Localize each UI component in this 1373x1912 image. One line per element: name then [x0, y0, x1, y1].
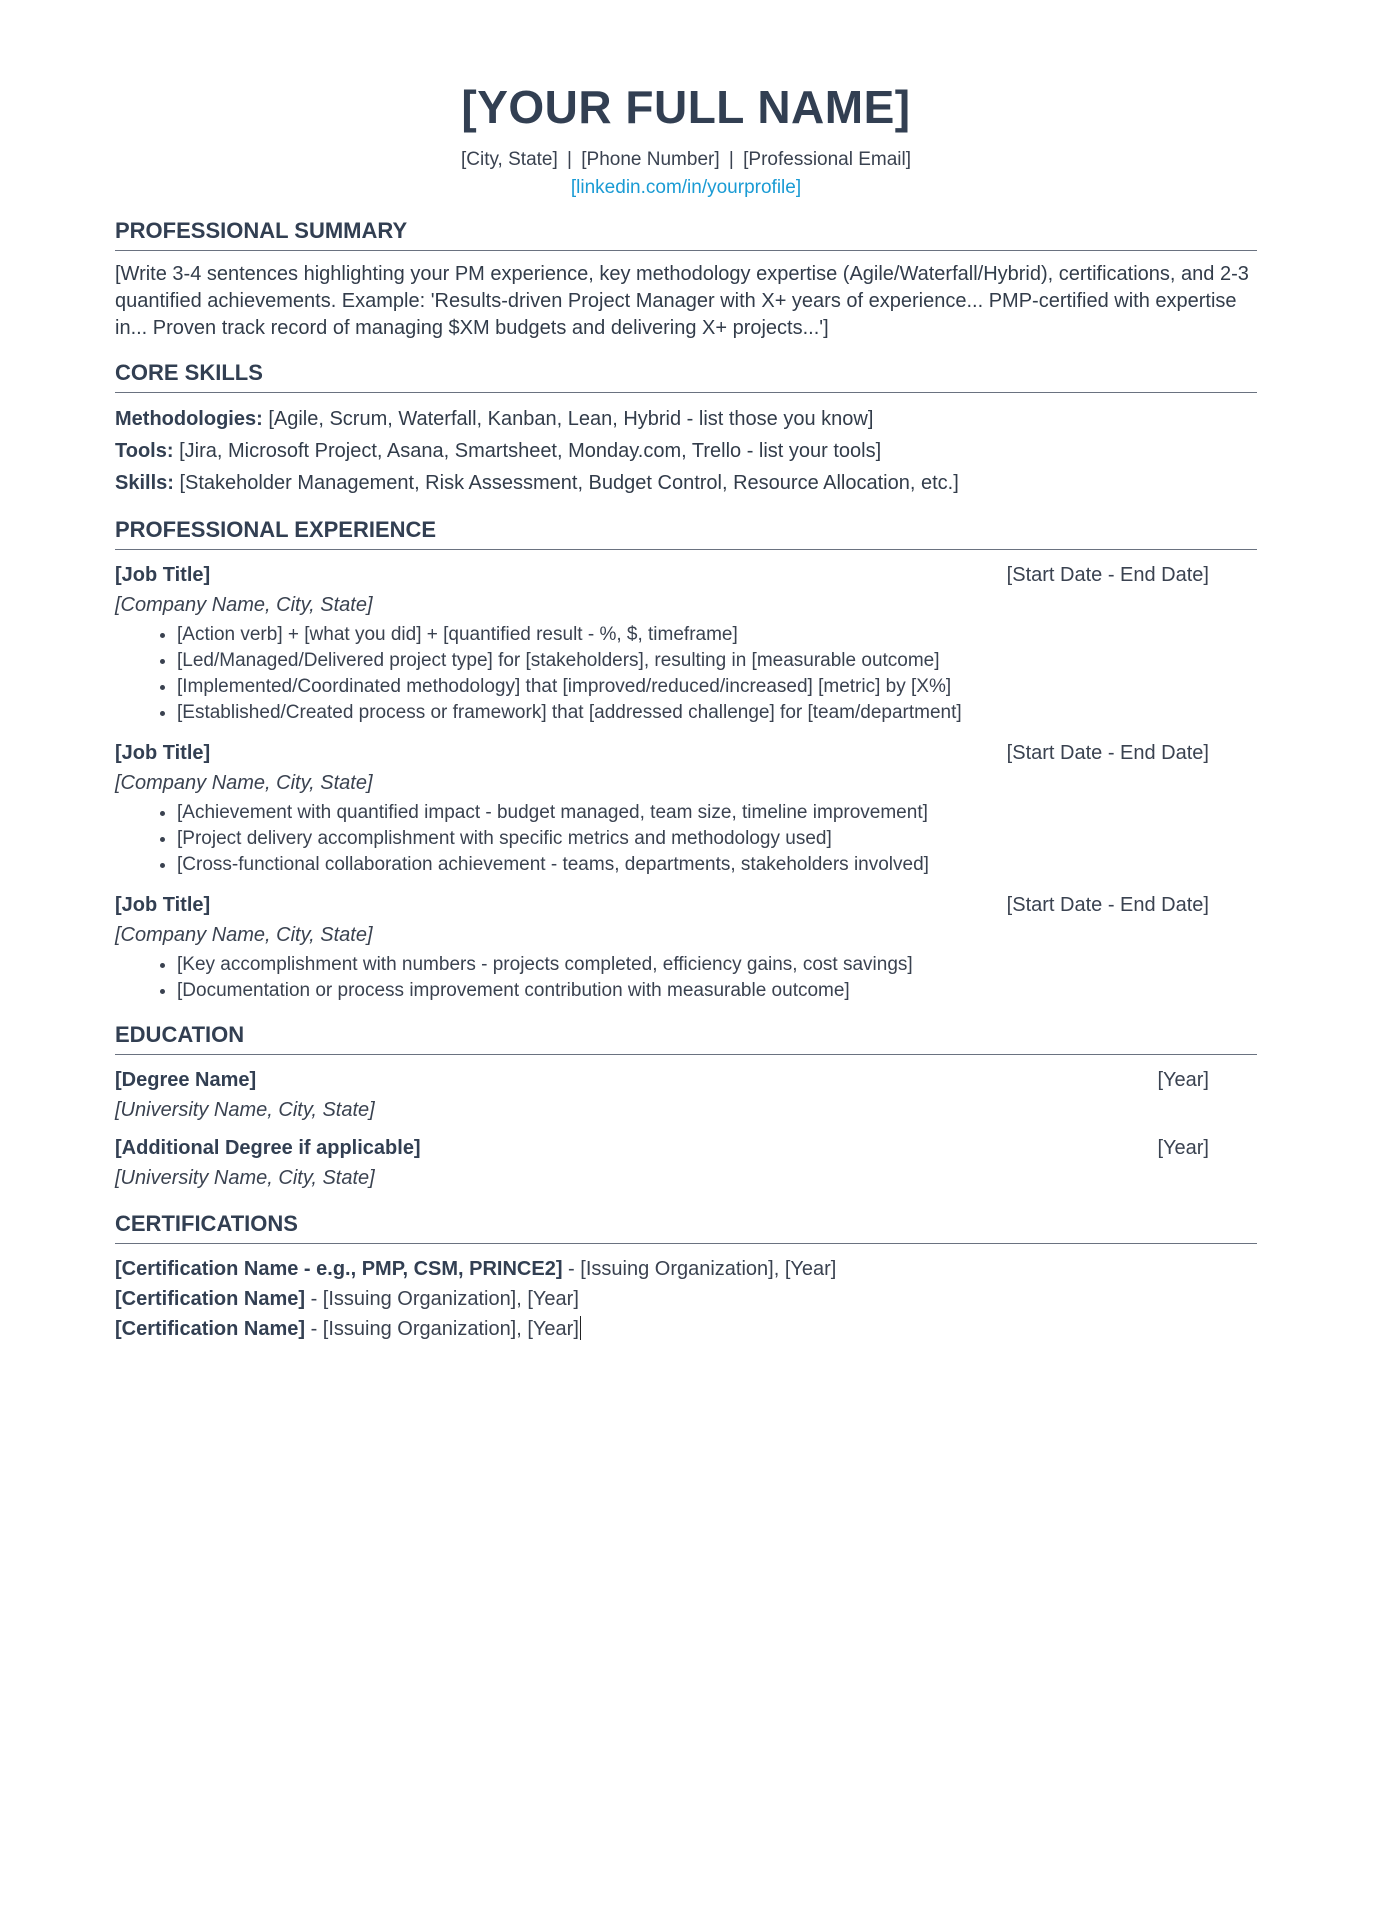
job-bullet[interactable]: • [Key accomplishment with numbers - projects completed, efficiency gains, cost savings] [177, 952, 1257, 978]
skill-label: Tools: [115, 440, 174, 462]
job-bullet[interactable]: • [Achievement with quantified impact - budget managed, team size, timeline improvement] [177, 800, 1257, 826]
degree-year[interactable]: [Year] [1157, 1137, 1209, 1159]
certifications-heading[interactable]: CERTIFICATIONS [115, 1209, 1257, 1244]
job-bullets [115, 622, 1257, 726]
text-cursor [580, 1316, 582, 1340]
full-name[interactable]: [YOUR FULL NAME] [461, 81, 911, 133]
separator: | [728, 149, 734, 170]
email-address[interactable]: [Professional Email] [743, 149, 912, 170]
resume-body[interactable] [115, 78, 1257, 1344]
skill-value: [Jira, Microsoft Project, Asana, Smartsheet, Monday.com, Trello - list your tools] [173, 440, 882, 462]
job-bullets [115, 800, 1257, 878]
job-entry [115, 738, 1257, 878]
job-bullet[interactable]: • [Cross-functional collaboration achievement - teams, departments, stakeholders involved] [177, 852, 1257, 878]
job-title[interactable]: [Job Title] [115, 894, 211, 916]
certification-item[interactable] [115, 1254, 1257, 1284]
certification-name: [Certification Name] [115, 1318, 306, 1340]
education-heading[interactable]: EDUCATION [115, 1020, 1257, 1055]
certification-item[interactable] [115, 1314, 1257, 1344]
certification-name: [Certification Name] [115, 1288, 306, 1310]
city-state[interactable]: [City, State] [460, 149, 558, 170]
contact-line[interactable] [115, 146, 1257, 174]
certification-detail: - [Issuing Organization], [Year] [305, 1288, 579, 1310]
job-entry [115, 560, 1257, 726]
summary-heading[interactable]: PROFESSIONAL SUMMARY [115, 216, 1257, 251]
skills-heading[interactable]: CORE SKILLS [115, 358, 1257, 393]
linkedin-link[interactable]: [linkedin.com/in/yourprofile] [570, 177, 802, 198]
job-title[interactable]: [Job Title] [115, 742, 211, 764]
certification-item[interactable] [115, 1284, 1257, 1314]
university-name[interactable]: [University Name, City, State] [115, 1167, 375, 1189]
skill-value: [Stakeholder Management, Risk Assessment, Budget Control, Resource Allocation, etc.] [173, 472, 959, 494]
job-dates[interactable]: [Start Date - End Date] [1006, 894, 1209, 916]
company-name[interactable]: [Company Name, City, State] [115, 924, 373, 946]
job-bullet[interactable]: • [Action verb] + [what you did] + [quantified result - %, $, timeframe] [177, 622, 1257, 648]
job-title[interactable]: [Job Title] [115, 564, 211, 586]
skill-value: [Agile, Scrum, Waterfall, Kanban, Lean, Hybrid - list those you know] [262, 408, 874, 430]
phone-number[interactable]: [Phone Number] [581, 149, 720, 170]
job-bullet[interactable]: • [Project delivery accomplishment with specific metrics and methodology used] [177, 826, 1257, 852]
separator: | [567, 149, 572, 170]
certification-detail: - [Issuing Organization], [Year] [562, 1258, 837, 1280]
skill-tools[interactable] [115, 435, 1257, 467]
company-name[interactable]: [Company Name, City, State] [115, 772, 373, 794]
job-bullet[interactable]: • [Led/Managed/Delivered project type] for [stakeholders], resulting in [measurable outcome] [177, 648, 1257, 674]
education-entry [115, 1065, 1257, 1125]
education-entry [115, 1133, 1257, 1193]
degree-year[interactable]: [Year] [1157, 1069, 1209, 1091]
job-dates[interactable]: [Start Date - End Date] [1006, 742, 1209, 764]
degree-name[interactable]: [Degree Name] [115, 1069, 257, 1091]
job-bullet[interactable]: • [Documentation or process improvement contribution with measurable outcome] [177, 978, 1257, 1004]
university-name[interactable]: [University Name, City, State] [115, 1099, 375, 1121]
skill-methodologies[interactable] [115, 403, 1257, 435]
skills-list [115, 403, 1257, 499]
degree-name[interactable]: [Additional Degree if applicable] [115, 1137, 421, 1159]
summary-text[interactable]: [Write 3-4 sentences highlighting your PM experience, key methodology expertise (Agile/Waterfall/Hybrid), certifications, and 2-3 quantified achievements. Example: 'Results-driven Project Manager with X+ years of experience... PMP-certified with expertise in... Proven track record of managing $XM budgets and delivering X+ projects...'] [115, 263, 1249, 339]
certification-name: [Certification Name - e.g., PMP, CSM, PRINCE2] [115, 1258, 563, 1280]
experience-heading[interactable]: PROFESSIONAL EXPERIENCE [115, 515, 1257, 550]
skill-skills[interactable] [115, 467, 1257, 499]
job-dates[interactable]: [Start Date - End Date] [1006, 564, 1209, 586]
skill-label: Skills: [115, 472, 174, 494]
job-entry [115, 890, 1257, 1004]
certifications-list [115, 1254, 1257, 1344]
certification-detail: - [Issuing Organization], [Year] [305, 1318, 579, 1340]
company-name[interactable]: [Company Name, City, State] [115, 594, 373, 616]
job-bullet[interactable]: • [Implemented/Coordinated methodology] that [improved/reduced/increased] [metric] by [X%] [177, 674, 1257, 700]
job-bullet[interactable]: • [Established/Created process or framework] that [addressed challenge] for [team/department] [177, 700, 1257, 726]
job-bullets [115, 952, 1257, 1004]
skill-label: Methodologies: [115, 408, 263, 430]
